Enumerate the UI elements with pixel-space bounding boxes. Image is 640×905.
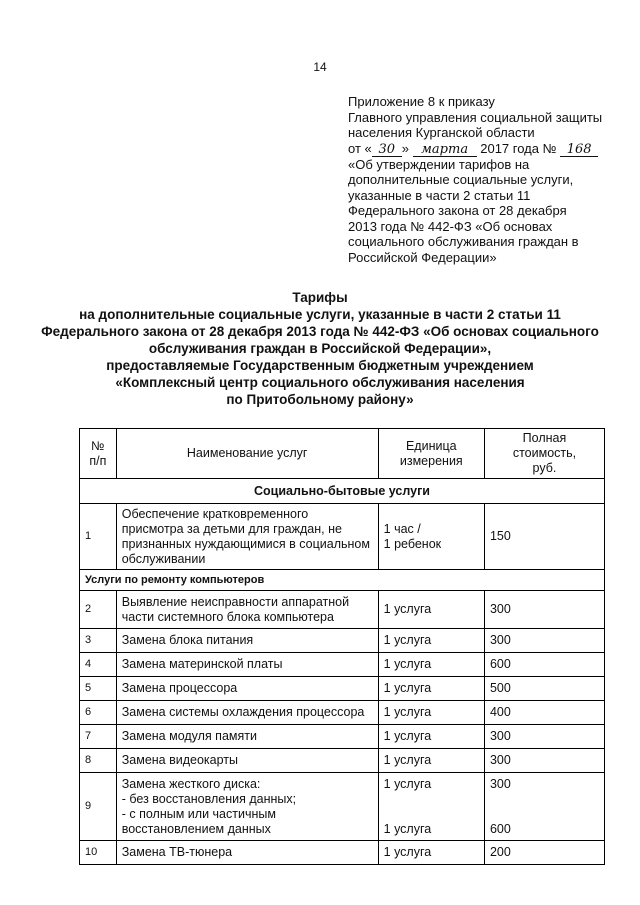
row-name: Замена видеокарты xyxy=(116,749,378,773)
title-line: по Притобольному району» xyxy=(226,392,414,407)
date-prefix: от « xyxy=(348,140,372,156)
row-unit: 1 услуга xyxy=(378,653,484,677)
row-price: 300 xyxy=(484,629,604,653)
section-title: Социально-бытовые услуги xyxy=(80,479,605,504)
group-row xyxy=(80,570,605,591)
row-num: 1 xyxy=(80,504,117,570)
appendix-line: указанные в части 2 статьи 11 xyxy=(348,187,531,203)
row-price: 400 xyxy=(484,701,604,725)
table-row xyxy=(80,749,605,773)
table-row xyxy=(80,653,605,677)
row-unit: 1 услуга xyxy=(378,677,484,701)
appendix-line: дополнительные социальные услуги, xyxy=(348,172,574,187)
row-name: Замена системы охлаждения процессора xyxy=(116,701,378,725)
date-sep: » xyxy=(401,140,409,156)
date-year: 2017 года № xyxy=(480,140,557,156)
group-title: Услуги по ремонту компьютеров xyxy=(80,570,605,591)
table-row xyxy=(80,773,605,841)
row-price: 300 xyxy=(484,749,604,773)
row-num: 9 xyxy=(80,773,117,841)
row-num: 8 xyxy=(80,749,117,773)
table-row xyxy=(80,629,605,653)
row-num: 4 xyxy=(80,653,117,677)
header-name: Наименование услуг xyxy=(116,429,378,479)
title-line: предоставляемые Государственным бюджетным учреждением xyxy=(106,358,534,373)
row-price: 150 xyxy=(484,504,604,570)
appendix-header xyxy=(348,94,618,265)
table-row xyxy=(80,504,605,570)
row-num: 5 xyxy=(80,677,117,701)
row-unit: 1 услуга xyxy=(378,725,484,749)
row-unit: 1 услуга xyxy=(378,841,484,865)
header-num: № п/п xyxy=(80,429,117,479)
row-price: 300 600 xyxy=(484,773,604,841)
row-name: Замена жесткого диска: - без восстановления данных; - с полным или частичным восстановлением данных xyxy=(116,773,378,841)
page-number: 14 xyxy=(313,60,327,74)
table-row xyxy=(80,841,605,865)
row-num: 6 xyxy=(80,701,117,725)
row-num: 3 xyxy=(80,629,117,653)
row-price: 300 xyxy=(484,591,604,629)
row-name: Замена ТВ-тюнера xyxy=(116,841,378,865)
appendix-line: Приложение 8 к приказу xyxy=(348,94,495,109)
title-line: на дополнительные социальные услуги, указанные в части 2 статьи 11 xyxy=(79,307,561,322)
appendix-line: Федерального закона от 28 декабря xyxy=(348,203,567,218)
header-price: Полная стоимость, руб. xyxy=(484,429,604,479)
row-name: Выявление неисправности аппаратной части системного блока компьютера xyxy=(116,591,378,629)
row-price: 300 xyxy=(484,725,604,749)
title-line: обслуживания граждан в Российской Федерации», xyxy=(148,341,492,356)
row-unit: 1 услуга 1 услуга xyxy=(378,773,484,841)
appendix-line: 2013 года № 442-ФЗ «Об основах xyxy=(348,218,553,234)
row-price: 600 xyxy=(484,653,604,677)
row-name: Обеспечение кратковременного присмотра за детьми для граждан, не признанных нуждающимися в социальном обслуживании xyxy=(116,504,378,570)
table-row xyxy=(80,725,605,749)
row-unit: 1 услуга xyxy=(378,629,484,653)
row-name: Замена материнской платы xyxy=(116,653,378,677)
title-line: Федерального закона от 28 декабря 2013 года № 442-ФЗ «Об основах социального xyxy=(41,324,599,339)
title-line: Тарифы xyxy=(292,290,348,305)
title-line: «Комплексный центр социального обслуживания населения xyxy=(115,375,525,390)
table-row xyxy=(80,591,605,629)
document-title xyxy=(0,289,640,408)
appendix-line: Главного управления социальной защиты xyxy=(348,109,603,125)
row-unit: 1 услуга xyxy=(378,749,484,773)
row-name: Замена модуля памяти xyxy=(116,725,378,749)
row-unit: 1 услуга xyxy=(378,701,484,725)
appendix-line: населения Курганской области xyxy=(348,125,535,140)
appendix-line: социального обслуживания граждан в xyxy=(348,234,579,249)
row-name: Замена блока питания xyxy=(116,629,378,653)
handwritten-month: марта xyxy=(413,144,477,157)
table-row xyxy=(80,701,605,725)
row-num: 7 xyxy=(80,725,117,749)
handwritten-day: 30 xyxy=(372,144,402,157)
section-row xyxy=(80,479,605,504)
row-unit: 1 час / 1 ребенок xyxy=(378,504,484,570)
row-num: 10 xyxy=(80,841,117,865)
row-unit: 1 услуга xyxy=(378,591,484,629)
row-price: 500 xyxy=(484,677,604,701)
tariff-table xyxy=(79,428,605,865)
appendix-line: Российской Федерации» xyxy=(348,249,497,265)
row-price: 200 xyxy=(484,841,604,865)
table-header-row xyxy=(80,429,605,479)
appendix-line: «Об утверждении тарифов на xyxy=(348,156,530,172)
table-row xyxy=(80,677,605,701)
appendix-date-line xyxy=(348,141,618,157)
row-num: 2 xyxy=(80,591,117,629)
header-unit: Единица измерения xyxy=(378,429,484,479)
row-name: Замена процессора xyxy=(116,677,378,701)
handwritten-order-number: 168 xyxy=(560,144,598,157)
